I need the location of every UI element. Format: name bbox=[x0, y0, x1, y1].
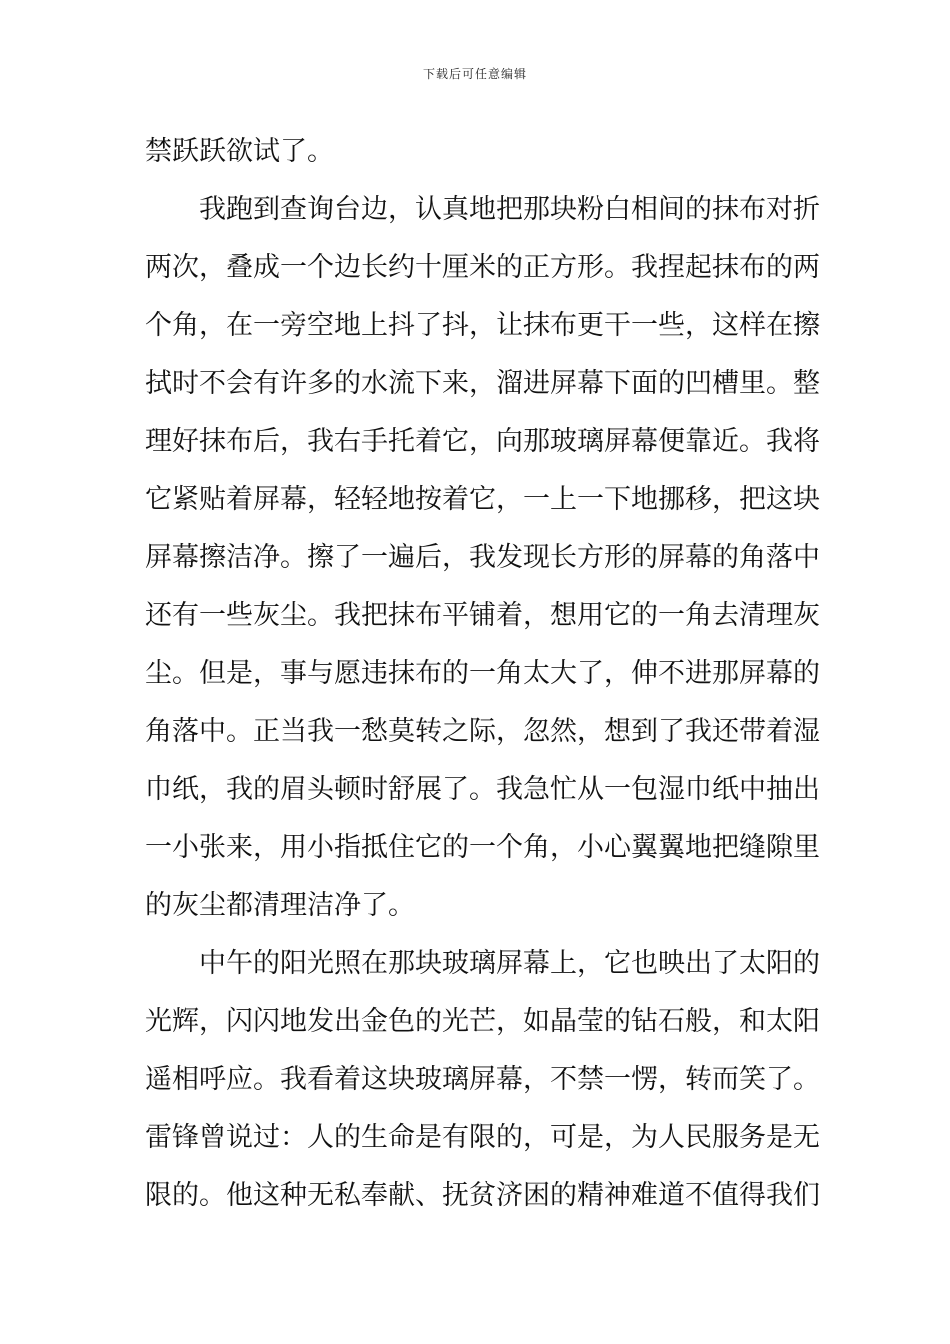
text-line: 理好抹布后，我右手托着它，向那玻璃屏幕便靠近。我将 bbox=[145, 426, 820, 457]
text-line: 光辉，闪闪地发出金色的光芒，如晶莹的钻石般，和太阳 bbox=[145, 1006, 820, 1037]
text-line: 禁跃跃欲试了。 bbox=[145, 136, 334, 167]
page-header: 下载后可任意编辑 bbox=[422, 67, 527, 81]
text-line: 限的。他这种无私奉献、抚贫济困的精神难道不值得我们 bbox=[145, 1180, 820, 1211]
text-line: 中午的阳光照在那块玻璃屏幕上，它也映出了太阳的 bbox=[199, 948, 820, 979]
text-line: 个角，在一旁空地上抖了抖，让抹布更干一些，这样在擦 bbox=[145, 310, 820, 341]
paragraph-1 bbox=[145, 123, 807, 181]
text-line: 巾纸，我的眉头顿时舒展了。我急忙从一包湿巾纸中抽出 bbox=[145, 774, 820, 805]
text-line: 两次，叠成一个边长约十厘米的正方形。我捏起抹布的两 bbox=[145, 252, 820, 283]
text-line: 屏幕擦洁净。擦了一遍后，我发现长方形的屏幕的角落中 bbox=[145, 542, 820, 573]
document-body bbox=[145, 123, 820, 1225]
text-line: 还有一些灰尘。我把抹布平铺着，想用它的一角去清理灰 bbox=[145, 600, 820, 631]
text-line: 遥相呼应。我看着这块玻璃屏幕，不禁一愣，转而笑了。 bbox=[145, 1064, 820, 1095]
text-line: 它紧贴着屏幕，轻轻地按着它，一上一下地挪移，把这块 bbox=[145, 484, 820, 515]
text-line: 我跑到查询台边，认真地把那块粉白相间的抹布对折 bbox=[199, 194, 820, 225]
paragraph-2 bbox=[145, 181, 820, 935]
text-line: 角落中。正当我一愁莫转之际，忽然，想到了我还带着湿 bbox=[145, 716, 820, 747]
text-line: 的灰尘都清理洁净了。 bbox=[145, 890, 415, 921]
text-line: 尘。但是，事与愿违抹布的一角太大了，伸不进那屏幕的 bbox=[145, 658, 820, 689]
paragraph-3 bbox=[145, 935, 820, 1225]
text-line: 拭时不会有许多的水流下来，溜进屏幕下面的凹槽里。整 bbox=[145, 368, 820, 399]
text-line: 一小张来，用小指抵住它的一个角，小心翼翼地把缝隙里 bbox=[145, 832, 820, 863]
text-line: 雷锋曾说过：人的生命是有限的，可是，为人民服务是无 bbox=[145, 1122, 820, 1153]
